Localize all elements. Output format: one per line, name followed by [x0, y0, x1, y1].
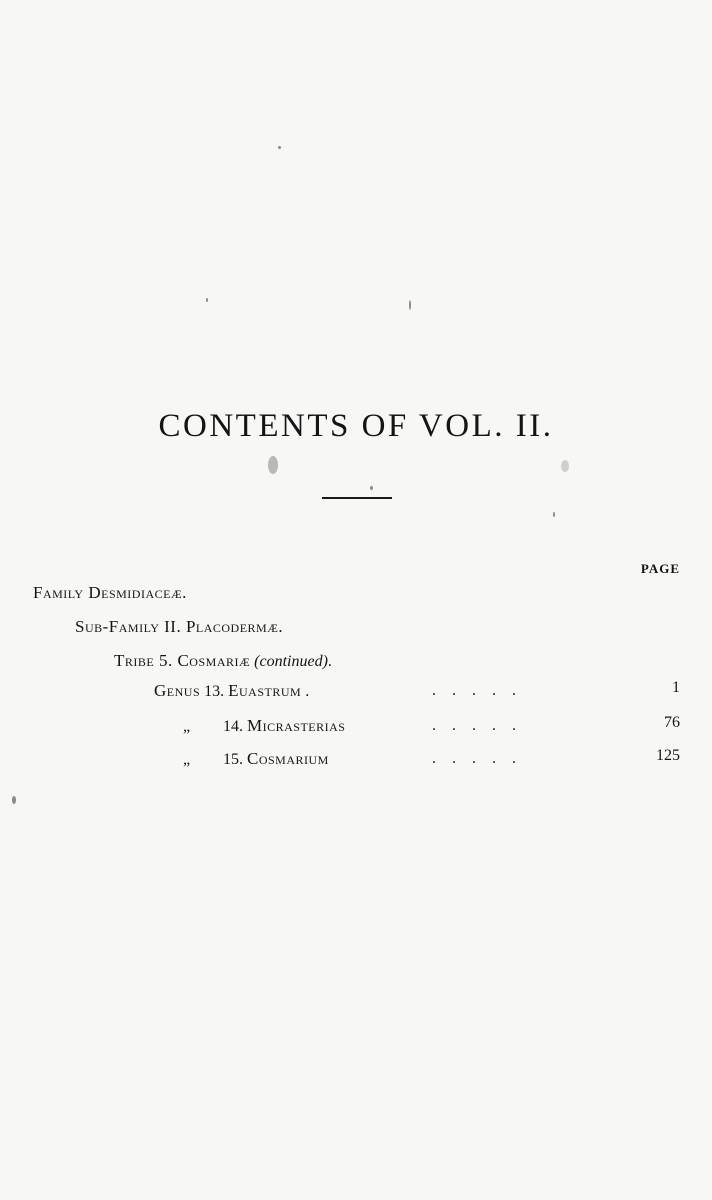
- contents-title: CONTENTS OF VOL. II.: [158, 408, 554, 444]
- toc-entry-euastrum[interactable]: [154, 681, 309, 703]
- leader-dots: . . . . .: [432, 750, 516, 767]
- tribe-label: Tribe 5. Cosmariæ: [114, 651, 251, 670]
- page-number-cosmarium: 125: [656, 747, 680, 764]
- scan-speck: [553, 512, 555, 517]
- genus-number: 15.: [223, 751, 243, 768]
- scan-speck: [278, 146, 281, 149]
- genus-name: Cosmarium: [247, 749, 329, 768]
- genus-number: 13.: [204, 683, 225, 700]
- family-heading: Family Desmidiaceæ.: [33, 583, 187, 602]
- title-rule: [322, 497, 392, 499]
- leader-dots: . . . . .: [432, 717, 516, 734]
- leader-dots: . . . . .: [432, 682, 516, 699]
- genus-tail: .: [301, 683, 310, 700]
- scan-speck: [370, 486, 373, 490]
- scan-speck: [268, 456, 278, 474]
- scan-speck: [206, 298, 208, 302]
- genus-number: 14.: [223, 718, 243, 735]
- toc-entry-cosmarium[interactable]: [183, 749, 329, 771]
- scan-speck: [409, 300, 411, 310]
- tribe-continued: (continued): [254, 653, 328, 670]
- page-number-micrasterias: 76: [664, 714, 680, 731]
- page-column-header: PAGE: [640, 561, 680, 576]
- genus-lead: Genus: [154, 681, 201, 700]
- genus-name: Euastrum: [228, 681, 302, 700]
- scan-speck: [561, 460, 569, 472]
- page-number-euastrum: 1: [672, 679, 680, 696]
- tribe-heading: [114, 651, 332, 672]
- ditto-mark: „: [183, 751, 191, 768]
- tribe-period: .: [327, 653, 332, 670]
- toc-entry-micrasterias[interactable]: [183, 716, 345, 738]
- ditto-mark: „: [183, 718, 191, 735]
- scan-speck: [12, 796, 16, 804]
- subfamily-heading: Sub-Family II. Placodermæ.: [75, 617, 284, 636]
- genus-name: Micrasterias: [247, 716, 346, 735]
